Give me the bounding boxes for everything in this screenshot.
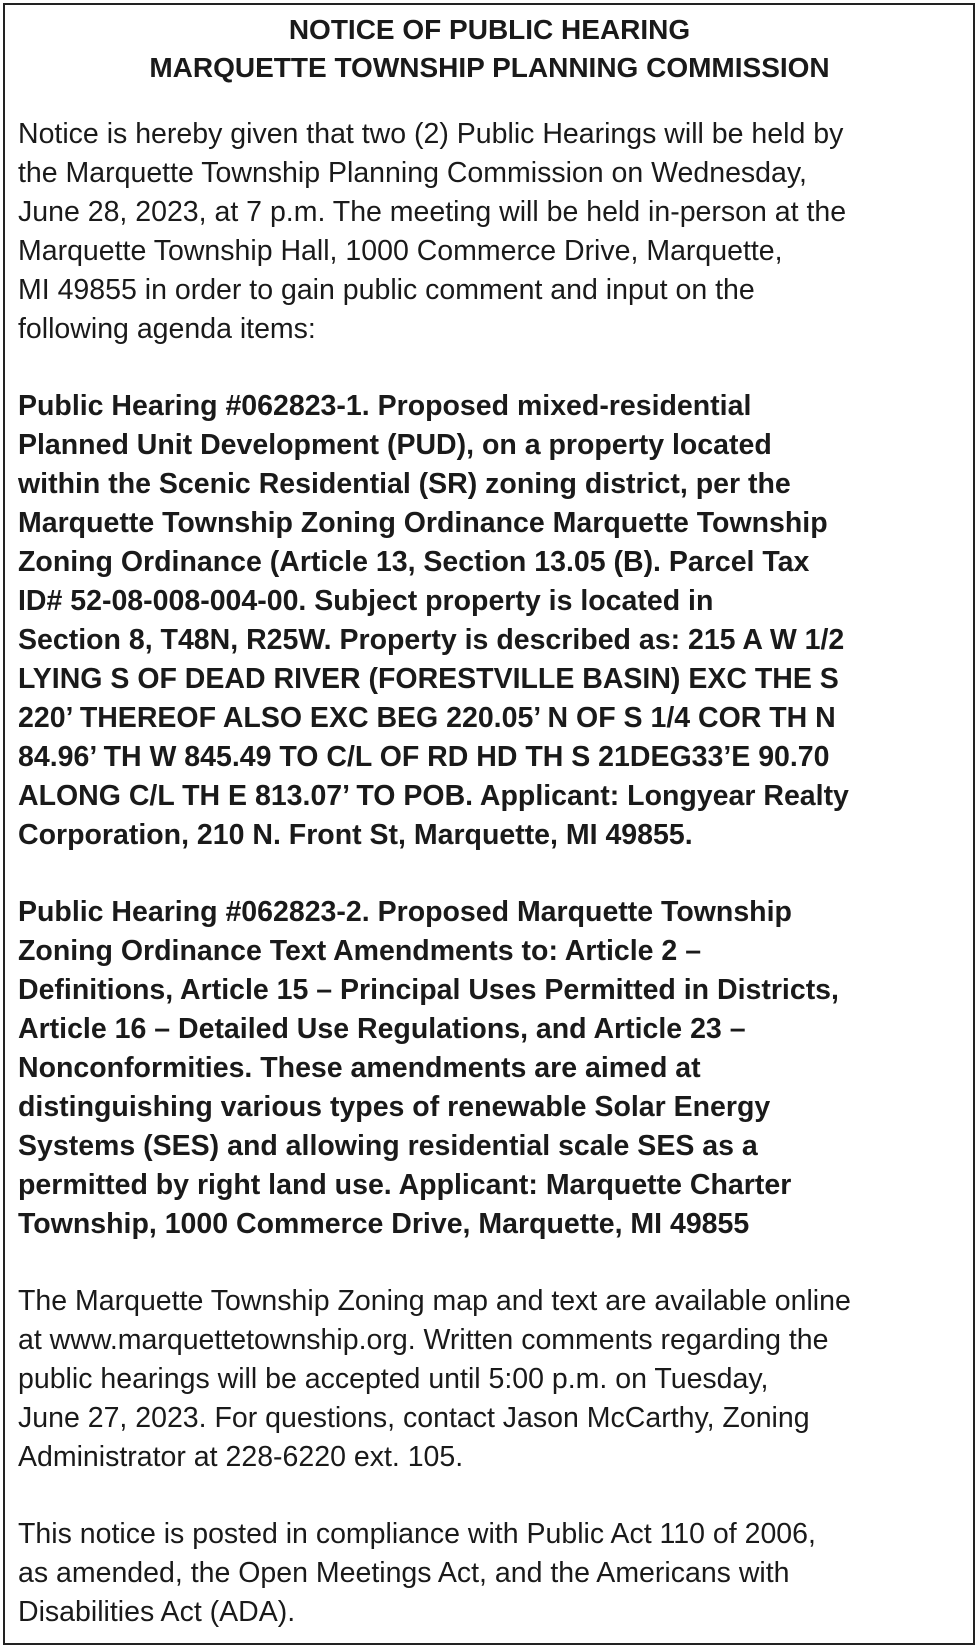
public-hearing-1-paragraph: Public Hearing #062823-1. Proposed mixed-residential Planned Unit Development (PUD), on a property located within the Scenic Residential (SR) zoning district, per the Marquette Township Zoning Ordinance Marquette Township Zoning Ordinance (Article 13, Section 13.05 (B). Parcel Tax ID# 52-08-008-004-00. Subject property is located in Section 8, T48N, R25W. Property is described as: 215 A W 1/2 LYING S OF DEAD RIVER (FORESTVILLE BASIN) EXC THE S 220’ THEREOF ALSO EXC BEG 220.05’ N OF S 1/4 COR TH N 84.96’ TH W 845.49 TO C/L OF RD HD TH S 21DEG33’E 90.70 ALONG C/L TH E 813.07’ TO POB. Applicant: Longyear Realty Corporation, 210 N. Front St, Marquette, MI 49855.: [18, 390, 849, 851]
availability-paragraph: The Marquette Township Zoning map and text are available online at www.marquettetownship.org. Written comments regarding the public hearings will be accepted until 5:00 p.m. on Tuesday, June 27, 2023. For questions, contact Jason McCarthy, Zoning Administrator at 228-6220 ext. 105.: [18, 1285, 851, 1473]
intro-paragraph: Notice is hereby given that two (2) Public Hearings will be held by the Marquette Township Planning Commission on Wednesday, June 28, 2023, at 7 p.m. The meeting will be held in-person at the Marquette Township Hall, 1000 Commerce Drive, Marquette, MI 49855 in order to gain public comment and input on the following agenda items:: [18, 118, 847, 345]
notice-title: [18, 11, 961, 87]
compliance-paragraph: This notice is posted in compliance with Public Act 110 of 2006, as amended, the Open Meetings Act, and the Americans with Disabilities Act (ADA).: [18, 1518, 816, 1628]
public-hearing-2-paragraph: Public Hearing #062823-2. Proposed Marquette Township Zoning Ordinance Text Amendments to: Article 2 – Definitions, Article 15 – Principal Uses Permitted in Districts, Article 16 – Detailed Use Regulations, and Article 23 – Nonconformities. These amendments are aimed at distinguishing various types of renewable Solar Energy Systems (SES) and allowing residential scale SES as a permitted by right land use. Applicant: Marquette Charter Township, 1000 Commerce Drive, Marquette, MI 49855: [18, 896, 839, 1240]
notice-title-line-1: NOTICE OF PUBLIC HEARING: [288, 14, 691, 45]
public-hearing-notice: [3, 3, 975, 1645]
notice-title-line-2: MARQUETTE TOWNSHIP PLANNING COMMISSION: [149, 52, 830, 83]
